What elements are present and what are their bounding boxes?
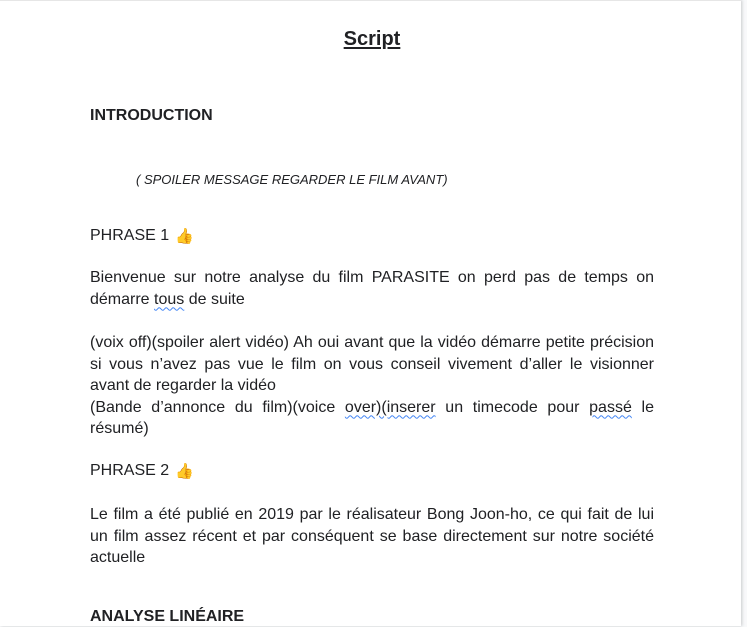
- phrase-1-paragraph: [90, 267, 654, 310]
- spoiler-note: ( SPOILER MESSAGE REGARDER LE FILM AVANT): [136, 172, 448, 187]
- phrase-2-heading: [90, 461, 194, 482]
- analysis-heading: ANALYSE LINÉAIRE: [90, 608, 245, 625]
- thumbs-up-icon: 👍: [175, 463, 194, 480]
- document-title: Script: [343, 28, 401, 50]
- phrase-2-paragraph: [90, 504, 654, 569]
- spellcheck-word[interactable]: over)(inserer: [344, 398, 436, 416]
- voice-over-text: (voix off)(spoiler alert vidéo) Ah oui avant que la vidéo démarre petite précision si vous n’avez pas vue le film on vous conseil vivement d’aller le visionner avant de regarder la vidéo: [90, 334, 654, 394]
- phrase-1-heading: [90, 226, 194, 247]
- trailer-text-end: le résumé): [90, 398, 654, 437]
- trailer-text-start: (Bande d’annonce du film)(voice: [90, 398, 345, 416]
- phrase-2-label: PHRASE 2: [90, 462, 170, 479]
- phrase-1-text-end: de suite: [184, 290, 245, 308]
- thumbs-up-icon: 👍: [175, 228, 194, 245]
- trailer-text-mid: un timecode pour: [435, 398, 590, 416]
- phrase-2-text: Le film a été publié en 2019 par le réalisateur Bong Joon-ho, ce qui fait de lui un film assez récent et par conséquent se base directement sur notre société actuelle: [90, 506, 654, 566]
- trailer-line: [90, 397, 654, 440]
- spellcheck-word[interactable]: tous: [154, 290, 185, 308]
- voice-over-paragraph: [90, 332, 654, 440]
- phrase-1-label: PHRASE 1: [90, 227, 170, 244]
- phrase-1-text-start: Bienvenue sur notre analyse du film PARASITE on perd pas de temps on démarre: [90, 269, 654, 308]
- intro-heading: INTRODUCTION: [90, 107, 213, 124]
- spellcheck-word[interactable]: passé: [589, 398, 632, 416]
